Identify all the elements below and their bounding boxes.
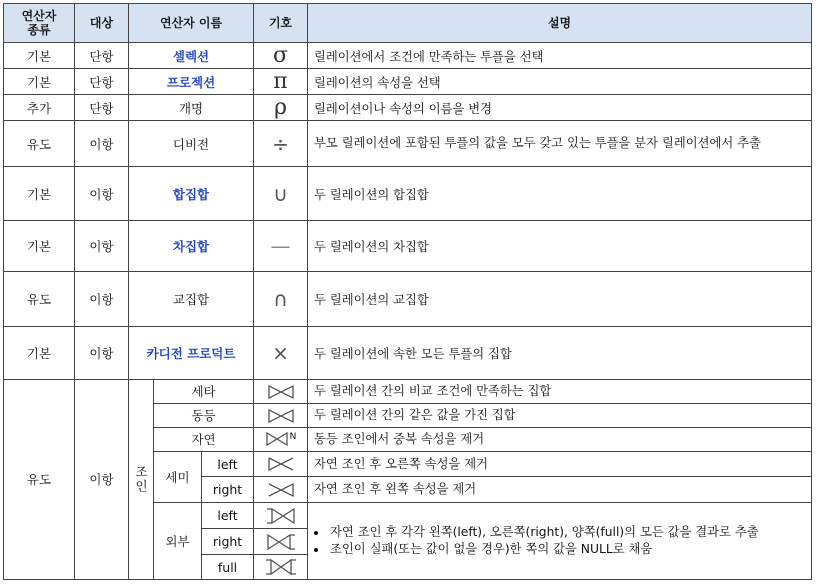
cell-target: 단항 xyxy=(75,69,129,95)
cell-target: 이항 xyxy=(75,167,129,221)
join-outer-left-name: left xyxy=(202,503,254,529)
join-equi-name: 동등 xyxy=(154,404,254,428)
cell-type: 기본 xyxy=(4,221,75,272)
cell-type: 기본 xyxy=(4,167,75,221)
join-outer-right-name: right xyxy=(202,529,254,555)
table-row xyxy=(4,43,812,69)
header-name: 연산자 이름 xyxy=(129,4,254,43)
outer-join-bullet-list xyxy=(314,524,807,558)
cell-desc: 두 릴레이션의 차집합 xyxy=(308,221,812,272)
left-semi-join-icon xyxy=(254,452,308,477)
table-row xyxy=(4,272,812,327)
left-outer-join-icon xyxy=(254,503,308,529)
cell-type: 유도 xyxy=(4,121,75,167)
join-theta-desc: 두 릴레이션 간의 비교 조건에 만족하는 집합 xyxy=(308,380,812,404)
table-row xyxy=(4,69,812,95)
table-row xyxy=(4,327,812,380)
join-outer-desc xyxy=(308,503,812,580)
natural-join-icon xyxy=(254,428,308,452)
join-semi-right-name: right xyxy=(202,477,254,503)
theta-join-icon xyxy=(254,380,308,404)
cell-desc: 릴레이션이나 속성의 이름을 변경 xyxy=(308,95,812,121)
header-row xyxy=(4,4,812,43)
cell-desc: 릴레이션에서 조건에 만족하는 투플을 선택 xyxy=(308,43,812,69)
cell-desc: 두 릴레이션에 속한 모든 투플의 집합 xyxy=(308,327,812,380)
join-type: 유도 xyxy=(4,380,75,580)
join-label: 조인 xyxy=(129,380,154,580)
cell-name: 차집합 xyxy=(129,221,254,272)
join-semi-left-desc: 자연 조인 후 오른쪽 속성을 제거 xyxy=(308,452,812,477)
relational-operator-table xyxy=(3,3,812,580)
cell-desc: 두 릴레이션의 합집합 xyxy=(308,167,812,221)
header-symbol: 기호 xyxy=(254,4,308,43)
table-row xyxy=(4,167,812,221)
cell-type: 기본 xyxy=(4,69,75,95)
join-target: 이항 xyxy=(75,380,129,580)
table-row xyxy=(4,95,812,121)
intersection-symbol: ∩ xyxy=(254,272,308,327)
outer-join-bullet: • 조인이 실패(또는 값이 없을 경우)한 쪽의 값을 NULL로 채움 xyxy=(328,541,807,558)
cell-name: 셀렉션 xyxy=(129,43,254,69)
pi-symbol: π xyxy=(254,69,308,95)
join-theta-name: 세타 xyxy=(154,380,254,404)
cell-name: 카디전 프로덕트 xyxy=(129,327,254,380)
header-type-line1: 연산자 xyxy=(21,9,57,23)
union-symbol: ∪ xyxy=(254,167,308,221)
full-outer-join-icon xyxy=(254,555,308,580)
cell-target: 단항 xyxy=(75,95,129,121)
header-target: 대상 xyxy=(75,4,129,43)
table-row xyxy=(4,221,812,272)
cell-target: 이항 xyxy=(75,221,129,272)
header-desc: 설명 xyxy=(308,4,812,43)
join-outer-full-name: full xyxy=(202,555,254,580)
sigma-symbol: σ xyxy=(254,43,308,69)
header-type-line2: 종류 xyxy=(27,23,51,37)
cell-name: 디비전 xyxy=(129,121,254,167)
cell-name: 교집합 xyxy=(129,272,254,327)
cell-target: 이항 xyxy=(75,121,129,167)
division-symbol: ÷ xyxy=(254,121,308,167)
join-semi-left-name: left xyxy=(202,452,254,477)
operator-table-container xyxy=(3,3,811,580)
cell-desc: 릴레이션의 속성을 선택 xyxy=(308,69,812,95)
join-semi-right-desc: 자연 조인 후 왼쪽 속성을 제거 xyxy=(308,477,812,503)
join-natural-name: 자연 xyxy=(154,428,254,452)
right-outer-join-icon xyxy=(254,529,308,555)
outer-join-bullet: • 자연 조인 후 각각 왼쪽(left), 오른쪽(right), 양쪽(full)의 모든 값을 결과로 추출 xyxy=(328,524,807,541)
equi-join-icon xyxy=(254,404,308,428)
join-natural-desc: 동등 조인에서 중복 속성을 제거 xyxy=(308,428,812,452)
difference-symbol: — xyxy=(254,221,308,272)
join-equi-desc: 두 릴레이션 간의 같은 값을 가진 집합 xyxy=(308,404,812,428)
cartesian-product-symbol: × xyxy=(254,327,308,380)
cell-name: 개명 xyxy=(129,95,254,121)
natural-join-subscript: N xyxy=(289,432,297,442)
cell-type: 기본 xyxy=(4,327,75,380)
cell-name: 프로젝션 xyxy=(129,69,254,95)
cell-name: 합집합 xyxy=(129,167,254,221)
cell-type: 유도 xyxy=(4,272,75,327)
table-row xyxy=(4,121,812,167)
right-semi-join-icon xyxy=(254,477,308,503)
join-outer-name: 외부 xyxy=(154,503,202,580)
cell-desc: 두 릴레이션의 교집합 xyxy=(308,272,812,327)
cell-type: 기본 xyxy=(4,43,75,69)
cell-type: 추가 xyxy=(4,95,75,121)
rho-symbol: ρ xyxy=(254,95,308,121)
cell-target: 이항 xyxy=(75,272,129,327)
cell-target: 이항 xyxy=(75,327,129,380)
header-type xyxy=(4,4,75,43)
join-semi-name: 세미 xyxy=(154,452,202,503)
join-row-theta xyxy=(4,380,812,404)
cell-desc: 부모 릴레이션에 포함된 투플의 값을 모두 갖고 있는 투플을 분자 릴레이션에서 추출 xyxy=(308,121,812,167)
cell-target: 단항 xyxy=(75,43,129,69)
